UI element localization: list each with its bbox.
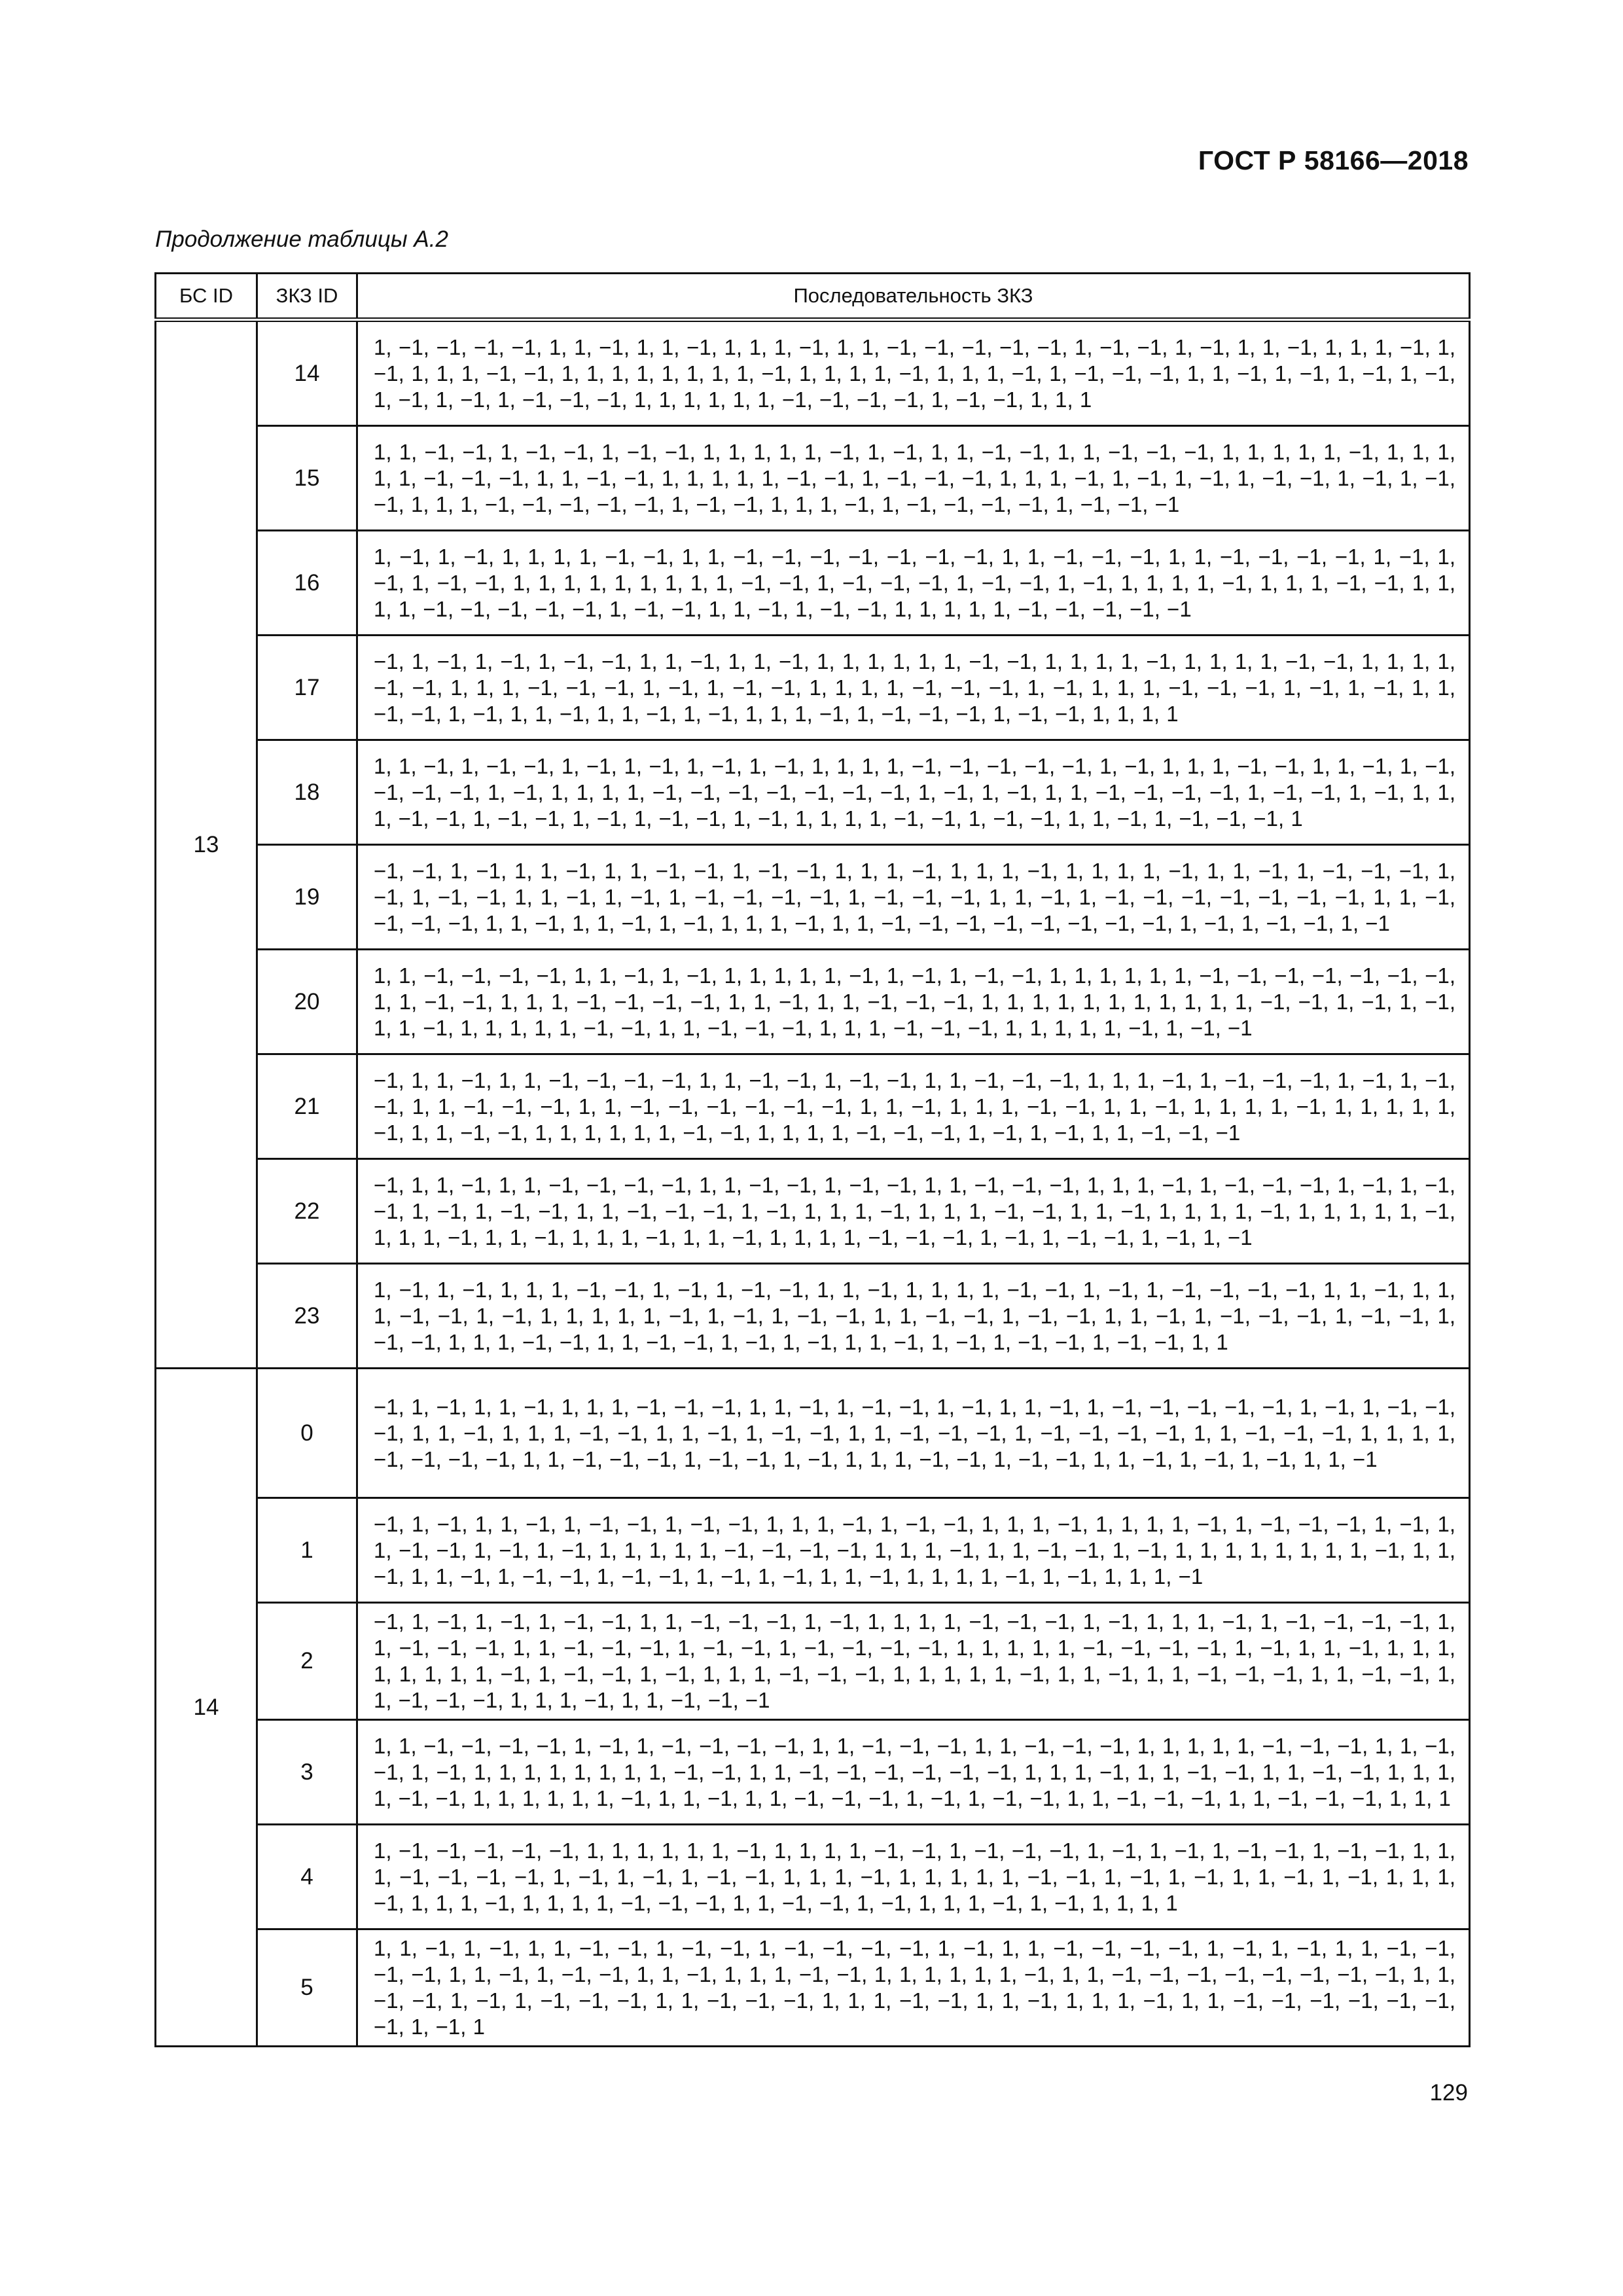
table-header-row [156,274,1470,320]
zkz-id-cell: 15 [257,426,357,531]
zkz-id-cell: 17 [257,636,357,740]
sequence-cell: −1, 1, 1, −1, 1, 1, −1, −1, −1, −1, 1, 1, −1, −1, 1, −1, −1, 1, 1, −1, −1, −1, 1, 1, 1, −1, 1, −1, −1, −1, 1, −1, 1, −1, −1, 1, 1, −1, −1, −1, 1, 1, −1, −1, −1, −1, −1, −1, 1, 1, −1, 1, 1, 1, −1, −1, 1, 1, −1, 1, 1, 1, 1, −1, 1, 1, 1, 1, 1, −1, 1, 1, −1, −1, 1, 1, 1, 1, 1, 1, −1, −1, 1, 1, 1, 1, −1, −1, −1, 1, −1, 1, −1, 1, 1, −1, −1, −1 [357,1054,1470,1159]
column-header-sequence: Последовательность ЗКЗ [357,274,1470,320]
sequence-cell: −1, −1, 1, −1, 1, 1, −1, 1, 1, −1, −1, 1, −1, −1, 1, 1, 1, −1, 1, 1, 1, −1, 1, 1, 1, 1, −1, 1, 1, −1, 1, −1, −1, −1, 1, −1, 1, −1, −1, 1, 1, −1, 1, −1, 1, −1, −1, −1, −1, 1, −1, −1, −1, 1, 1, −1, 1, −1, −1, −1, −1, −1, −1, −1, 1, 1, −1, −1, −1, −1, 1, 1, −1, 1, 1, −1, 1, −1, 1, 1, 1, −1, 1, 1, −1, −1, −1, −1, −1, −1, −1, −1, 1, −1, 1, −1, −1, 1, −1 [357,845,1470,950]
zkz-id-cell: 18 [257,740,357,845]
bs-id-cell: 14 [156,1369,257,2047]
zkz-id-cell: 0 [257,1369,357,1498]
zkz-id-cell: 2 [257,1603,357,1720]
zkz-id-cell: 16 [257,531,357,636]
sequence-cell: −1, 1, −1, 1, −1, 1, −1, −1, 1, 1, −1, −1, −1, 1, −1, 1, 1, 1, 1, −1, −1, −1, 1, −1, 1, 1, 1, −1, 1, −1, −1, −1, −1, 1, 1, −1, −1, −1, 1, 1, −1, −1, −1, 1, −1, −1, 1, −1, −1, −1, −1, 1, 1, 1, 1, 1, −1, −1, −1, −1, 1, −1, 1, 1, −1, 1, 1, 1, 1, 1, 1, 1, 1, −1, 1, −1, −1, 1, −1, 1, 1, 1, −1, −1, −1, 1, 1, 1, 1, 1, −1, 1, 1, −1, 1, 1, −1, −1, −1, 1, 1, −1, −1, 1, 1, −1, −1, −1, 1, 1, 1, −1, 1, 1, −1, −1, −1 [357,1603,1470,1720]
page-number: 129 [1429,2080,1468,2106]
sequence-cell: −1, 1, −1, 1, −1, 1, −1, −1, 1, 1, −1, 1, 1, −1, 1, 1, 1, 1, 1, 1, −1, −1, 1, 1, 1, 1, −1, 1, 1, 1, 1, −1, −1, 1, 1, 1, 1, −1, −1, 1, 1, 1, −1, −1, −1, 1, −1, 1, −1, −1, 1, 1, 1, 1, −1, −1, −1, 1, −1, 1, 1, 1, −1, −1, −1, 1, −1, 1, −1, 1, 1, −1, −1, 1, −1, 1, 1, −1, 1, 1, −1, 1, −1, 1, 1, 1, −1, 1, −1, −1, −1, 1, −1, −1, 1, 1, 1, 1 [357,636,1470,740]
zkz-id-cell: 22 [257,1159,357,1264]
zkz-id-cell: 21 [257,1054,357,1159]
sequence-table [154,272,1471,2047]
table-caption: Продолжение таблицы А.2 [155,226,448,252]
table-row [156,1498,1470,1603]
table-row [156,1264,1470,1369]
table-row [156,1054,1470,1159]
column-header-bs-id: БС ID [156,274,257,320]
table-row [156,950,1470,1054]
sequence-cell: 1, 1, −1, 1, −1, −1, 1, −1, 1, −1, 1, −1, 1, −1, 1, 1, 1, 1, −1, −1, −1, −1, −1, 1, −1, 1, 1, 1, −1, −1, 1, 1, −1, 1, −1, −1, −1, −1, 1, −1, 1, 1, 1, 1, −1, −1, −1, −1, −1, −1, −1, 1, −1, 1, −1, 1, 1, −1, −1, −1, −1, 1, −1, −1, 1, −1, 1, 1, 1, −1, −1, 1, −1, −1, 1, −1, 1, −1, −1, 1, −1, 1, 1, 1, 1, −1, −1, 1, −1, −1, 1, 1, −1, 1, −1, −1, −1, 1 [357,740,1470,845]
zkz-id-cell: 19 [257,845,357,950]
sequence-cell: 1, −1, −1, −1, −1, 1, 1, −1, 1, 1, −1, 1, 1, 1, −1, 1, 1, −1, −1, −1, −1, −1, 1, −1, −1, 1, −1, 1, 1, −1, 1, 1, 1, −1, 1, −1, 1, 1, 1, −1, −1, 1, 1, 1, 1, 1, 1, 1, 1, −1, 1, 1, 1, 1, −1, 1, 1, 1, −1, 1, −1, −1, −1, 1, 1, −1, 1, −1, 1, −1, 1, −1, 1, −1, 1, −1, 1, −1, −1, −1, 1, 1, 1, 1, 1, 1, −1, −1, −1, −1, 1, −1, −1, 1, 1, 1 [357,320,1470,426]
zkz-id-cell: 4 [257,1825,357,1929]
table-row [156,1603,1470,1720]
table-row [156,1825,1470,1929]
zkz-id-cell: 5 [257,1929,357,2047]
column-header-zkz-id: ЗКЗ ID [257,274,357,320]
sequence-cell: −1, 1, −1, 1, 1, −1, 1, −1, −1, 1, −1, −1, 1, 1, 1, −1, 1, −1, −1, 1, 1, 1, −1, 1, 1, 1, 1, −1, 1, −1, −1, −1, 1, −1, 1, 1, −1, −1, 1, −1, 1, −1, 1, 1, 1, 1, 1, −1, −1, −1, −1, 1, 1, 1, −1, 1, 1, −1, −1, 1, −1, 1, 1, 1, 1, 1, 1, 1, 1, −1, 1, 1, −1, 1, 1, −1, 1, −1, −1, 1, −1, −1, 1, −1, 1, −1, 1, 1, −1, 1, 1, 1, 1, −1, 1, −1, 1, 1, 1, −1 [357,1498,1470,1603]
zkz-id-cell: 1 [257,1498,357,1603]
standard-designation: ГОСТ Р 58166—2018 [1198,145,1469,175]
table-row [156,1369,1470,1498]
table-row [156,1720,1470,1825]
zkz-id-cell: 14 [257,320,357,426]
table-row [156,845,1470,950]
sequence-cell: 1, 1, −1, −1, −1, −1, 1, 1, −1, 1, −1, 1, 1, 1, 1, 1, −1, 1, −1, 1, −1, −1, 1, 1, 1, 1, 1, 1, −1, −1, −1, −1, −1, −1, −1, 1, 1, −1, −1, 1, 1, 1, −1, −1, −1, −1, 1, 1, −1, 1, 1, −1, −1, −1, 1, 1, 1, 1, 1, 1, 1, 1, 1, 1, 1, −1, −1, 1, −1, 1, −1, 1, 1, −1, 1, 1, 1, 1, 1, −1, −1, 1, 1, −1, −1, −1, 1, 1, 1, −1, −1, −1, 1, 1, 1, 1, 1, −1, 1, −1, −1 [357,950,1470,1054]
table-row [156,320,1470,426]
table-row [156,426,1470,531]
table-row [156,1929,1470,2047]
sequence-cell: 1, 1, −1, 1, −1, 1, 1, −1, −1, 1, −1, −1, 1, −1, −1, −1, −1, 1, −1, 1, 1, −1, −1, −1, −1, 1, −1, 1, −1, 1, 1, −1, −1, −1, −1, 1, 1, −1, 1, −1, −1, 1, 1, −1, 1, 1, 1, −1, −1, 1, 1, 1, 1, 1, 1, −1, 1, 1, −1, −1, −1, −1, −1, −1, −1, −1, 1, 1, −1, −1, 1, −1, 1, −1, −1, −1, 1, 1, −1, −1, −1, 1, 1, 1, −1, −1, 1, 1, −1, 1, 1, 1, −1, 1, 1, −1, −1, −1, −1, −1, −1, −1, 1, −1, 1 [357,1929,1470,2047]
bs-id-cell: 13 [156,320,257,1369]
table-row [156,531,1470,636]
sequence-cell: 1, −1, 1, −1, 1, 1, 1, −1, −1, 1, −1, 1, −1, −1, 1, 1, −1, 1, 1, 1, 1, −1, −1, 1, −1, 1, −1, −1, −1, −1, 1, 1, −1, 1, 1, 1, −1, −1, 1, −1, 1, 1, 1, 1, 1, −1, 1, −1, 1, −1, −1, 1, 1, −1, −1, 1, −1, −1, 1, 1, −1, 1, −1, −1, −1, 1, −1, −1, 1, −1, −1, 1, 1, 1, −1, −1, 1, 1, −1, −1, 1, −1, 1, −1, 1, 1, −1, 1, −1, 1, −1, −1, 1, −1, −1, 1, 1 [357,1264,1470,1369]
table-row [156,1159,1470,1264]
zkz-id-cell: 3 [257,1720,357,1825]
table-row [156,740,1470,845]
zkz-id-cell: 23 [257,1264,357,1369]
zkz-id-cell: 20 [257,950,357,1054]
sequence-cell: 1, 1, −1, −1, −1, −1, 1, −1, 1, −1, −1, −1, −1, 1, 1, −1, −1, −1, 1, 1, −1, −1, −1, 1, 1, 1, 1, 1, −1, −1, −1, 1, 1, −1, −1, 1, −1, 1, 1, 1, 1, 1, 1, 1, 1, −1, −1, 1, 1, −1, −1, −1, −1, −1, −1, 1, 1, 1, −1, 1, 1, −1, −1, 1, 1, −1, −1, 1, 1, 1, 1, −1, −1, 1, 1, 1, 1, 1, 1, −1, 1, 1, −1, 1, 1, −1, −1, −1, 1, −1, 1, −1, −1, 1, 1, −1, −1, −1, 1, 1, −1, −1, −1, 1, 1, 1 [357,1720,1470,1825]
sequence-cell: 1, −1, −1, −1, −1, −1, 1, 1, 1, 1, 1, 1, −1, 1, 1, 1, 1, −1, −1, 1, −1, −1, −1, 1, −1, 1, −1, 1, −1, −1, 1, −1, −1, 1, 1, 1, −1, −1, −1, −1, 1, −1, 1, −1, 1, −1, −1, 1, 1, 1, −1, 1, 1, 1, 1, 1, −1, −1, 1, −1, 1, −1, 1, 1, −1, 1, −1, 1, 1, 1, −1, 1, 1, 1, −1, 1, 1, 1, 1, −1, −1, −1, 1, 1, −1, −1, 1, −1, 1, 1, 1, −1, 1, −1, 1, 1, 1, 1 [357,1825,1470,1929]
sequence-cell: 1, −1, 1, −1, 1, 1, 1, 1, −1, −1, 1, 1, −1, −1, −1, −1, −1, −1, −1, 1, 1, −1, −1, −1, 1, 1, −1, −1, −1, −1, 1, −1, 1, −1, 1, −1, −1, 1, 1, 1, 1, 1, 1, 1, 1, 1, −1, −1, 1, −1, −1, −1, 1, −1, −1, 1, −1, 1, 1, 1, 1, −1, 1, 1, 1, −1, −1, 1, 1, 1, 1, −1, −1, −1, −1, −1, 1, −1, −1, 1, 1, −1, 1, −1, −1, 1, 1, 1, 1, 1, −1, −1, −1, −1, −1 [357,531,1470,636]
table-row [156,636,1470,740]
sequence-cell: 1, 1, −1, −1, 1, −1, −1, 1, −1, −1, 1, 1, 1, 1, 1, −1, 1, −1, 1, 1, −1, −1, 1, 1, −1, −1, −1, 1, 1, 1, 1, 1, −1, 1, 1, 1, 1, 1, −1, −1, −1, 1, 1, −1, −1, 1, 1, 1, 1, 1, −1, −1, 1, −1, −1, −1, 1, 1, 1, −1, 1, −1, 1, −1, 1, −1, −1, 1, −1, 1, −1, −1, 1, 1, 1, −1, −1, −1, −1, −1, 1, −1, −1, 1, 1, 1, −1, 1, −1, −1, −1, −1, 1, −1, −1, −1 [357,426,1470,531]
sequence-cell: −1, 1, −1, 1, 1, −1, 1, 1, 1, −1, −1, −1, 1, 1, −1, 1, −1, −1, 1, −1, 1, 1, −1, 1, −1, −1, −1, −1, −1, 1, −1, 1, −1, −1, −1, 1, 1, −1, 1, 1, 1, −1, −1, 1, 1, −1, 1, −1, −1, 1, 1, −1, −1, −1, 1, −1, −1, −1, −1, 1, 1, −1, −1, −1, 1, 1, 1, 1, −1, −1, −1, −1, 1, 1, −1, −1, −1, 1, −1, −1, 1, −1, 1, 1, 1, −1, −1, 1, −1, −1, 1, 1, −1, 1, −1, 1, −1, 1, 1, −1 [357,1369,1470,1498]
sequence-cell: −1, 1, 1, −1, 1, 1, −1, −1, −1, −1, 1, 1, −1, −1, 1, −1, −1, 1, 1, −1, −1, −1, 1, 1, 1, −1, 1, −1, −1, −1, 1, −1, 1, −1, −1, 1, −1, 1, −1, −1, 1, 1, −1, −1, −1, 1, −1, 1, 1, 1, −1, 1, 1, 1, −1, −1, 1, 1, −1, 1, 1, 1, 1, −1, 1, 1, 1, 1, 1, −1, 1, 1, 1, −1, 1, 1, −1, 1, 1, 1, −1, 1, 1, −1, 1, 1, 1, 1, −1, −1, −1, 1, −1, 1, −1, −1, 1, −1, 1, −1 [357,1159,1470,1264]
